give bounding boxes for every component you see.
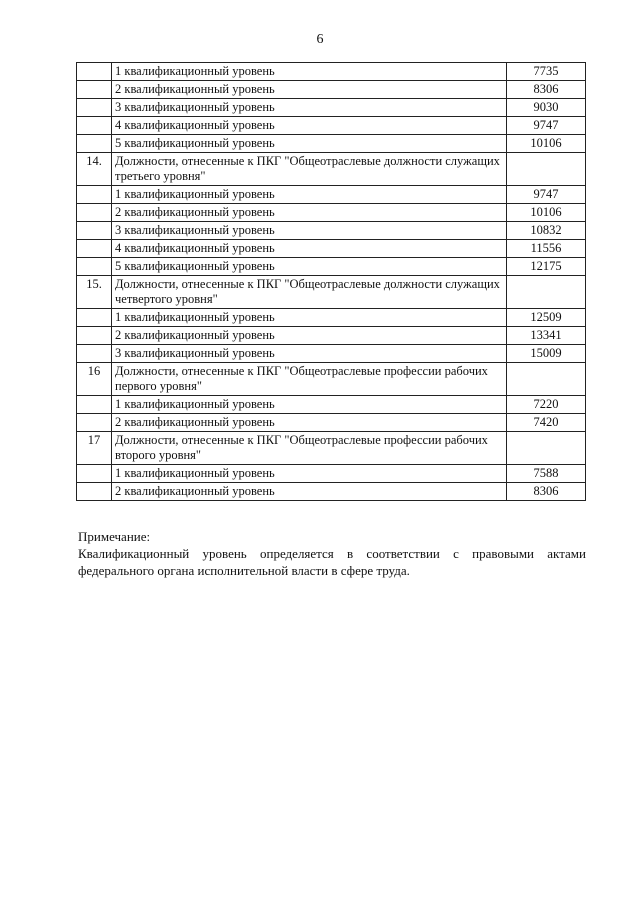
table-row <box>77 396 586 414</box>
row-number-cell <box>77 327 112 345</box>
row-number-cell: 16 <box>77 363 112 396</box>
salary-value-cell <box>507 363 586 396</box>
table-row <box>77 345 586 363</box>
row-number-cell <box>77 465 112 483</box>
level-name-cell: 5 квалификационный уровень <box>112 135 507 153</box>
table-group-row <box>77 363 586 396</box>
salary-value-cell <box>507 432 586 465</box>
row-number-cell <box>77 81 112 99</box>
level-name-cell: 2 квалификационный уровень <box>112 327 507 345</box>
salary-value-cell: 12509 <box>507 309 586 327</box>
salary-value-cell: 8306 <box>507 483 586 501</box>
table-row <box>77 240 586 258</box>
salary-value-cell: 7420 <box>507 414 586 432</box>
table-row <box>77 99 586 117</box>
level-name-cell: 1 квалификационный уровень <box>112 186 507 204</box>
row-number-cell: 14. <box>77 153 112 186</box>
salary-value-cell: 10106 <box>507 135 586 153</box>
table-row <box>77 117 586 135</box>
salary-value-cell: 7220 <box>507 396 586 414</box>
table-row <box>77 135 586 153</box>
table-row <box>77 81 586 99</box>
row-number-cell <box>77 135 112 153</box>
level-name-cell: 2 квалификационный уровень <box>112 483 507 501</box>
level-name-cell: 5 квалификационный уровень <box>112 258 507 276</box>
note-text: Квалификационный уровень определяется в соответствии с правовыми актами федерального органа исполнительной власти в сфере труда. <box>78 546 586 578</box>
table-group-row <box>77 153 586 186</box>
table-body <box>77 63 586 501</box>
table-row <box>77 186 586 204</box>
row-number-cell <box>77 99 112 117</box>
salary-value-cell: 10832 <box>507 222 586 240</box>
table-row <box>77 204 586 222</box>
table-group-row <box>77 432 586 465</box>
table-row <box>77 465 586 483</box>
table-group-row <box>77 276 586 309</box>
note-section <box>78 528 586 579</box>
row-number-cell: 17 <box>77 432 112 465</box>
table-row <box>77 327 586 345</box>
level-name-cell: 3 квалификационный уровень <box>112 222 507 240</box>
row-number-cell <box>77 63 112 81</box>
level-name-cell: 4 квалификационный уровень <box>112 240 507 258</box>
salary-value-cell <box>507 153 586 186</box>
row-number-cell <box>77 345 112 363</box>
page-number: 6 <box>316 32 324 47</box>
level-name-cell: 3 квалификационный уровень <box>112 345 507 363</box>
salary-value-cell <box>507 276 586 309</box>
salary-value-cell: 10106 <box>507 204 586 222</box>
row-number-cell <box>77 258 112 276</box>
level-name-cell: 2 квалификационный уровень <box>112 81 507 99</box>
level-name-cell: 3 квалификационный уровень <box>112 99 507 117</box>
group-title-cell: Должности, отнесенные к ПКГ "Общеотраслевые профессии рабочих второго уровня" <box>112 432 507 465</box>
note-title: Примечание: <box>78 529 151 544</box>
row-number-cell <box>77 186 112 204</box>
table-row <box>77 258 586 276</box>
table-row <box>77 222 586 240</box>
salary-value-cell: 7588 <box>507 465 586 483</box>
salary-value-cell: 9747 <box>507 186 586 204</box>
level-name-cell: 1 квалификационный уровень <box>112 396 507 414</box>
level-name-cell: 4 квалификационный уровень <box>112 117 507 135</box>
group-title-cell: Должности, отнесенные к ПКГ "Общеотраслевые должности служащих четвертого уровня" <box>112 276 507 309</box>
salary-value-cell: 7735 <box>507 63 586 81</box>
table-row <box>77 483 586 501</box>
salary-value-cell: 15009 <box>507 345 586 363</box>
row-number-cell <box>77 396 112 414</box>
salary-value-cell: 9030 <box>507 99 586 117</box>
salary-table <box>76 62 586 501</box>
salary-value-cell: 8306 <box>507 81 586 99</box>
row-number-cell <box>77 240 112 258</box>
row-number-cell <box>77 483 112 501</box>
level-name-cell: 1 квалификационный уровень <box>112 465 507 483</box>
row-number-cell <box>77 222 112 240</box>
level-name-cell: 1 квалификационный уровень <box>112 63 507 81</box>
table-row <box>77 414 586 432</box>
row-number-cell <box>77 204 112 222</box>
level-name-cell: 2 квалификационный уровень <box>112 414 507 432</box>
group-title-cell: Должности, отнесенные к ПКГ "Общеотраслевые профессии рабочих первого уровня" <box>112 363 507 396</box>
level-name-cell: 2 квалификационный уровень <box>112 204 507 222</box>
table-row <box>77 309 586 327</box>
row-number-cell <box>77 414 112 432</box>
row-number-cell: 15. <box>77 276 112 309</box>
salary-value-cell: 9747 <box>507 117 586 135</box>
table-row <box>77 63 586 81</box>
group-title-cell: Должности, отнесенные к ПКГ "Общеотраслевые должности служащих третьего уровня" <box>112 153 507 186</box>
row-number-cell <box>77 309 112 327</box>
salary-value-cell: 12175 <box>507 258 586 276</box>
row-number-cell <box>77 117 112 135</box>
level-name-cell: 1 квалификационный уровень <box>112 309 507 327</box>
salary-value-cell: 13341 <box>507 327 586 345</box>
salary-value-cell: 11556 <box>507 240 586 258</box>
